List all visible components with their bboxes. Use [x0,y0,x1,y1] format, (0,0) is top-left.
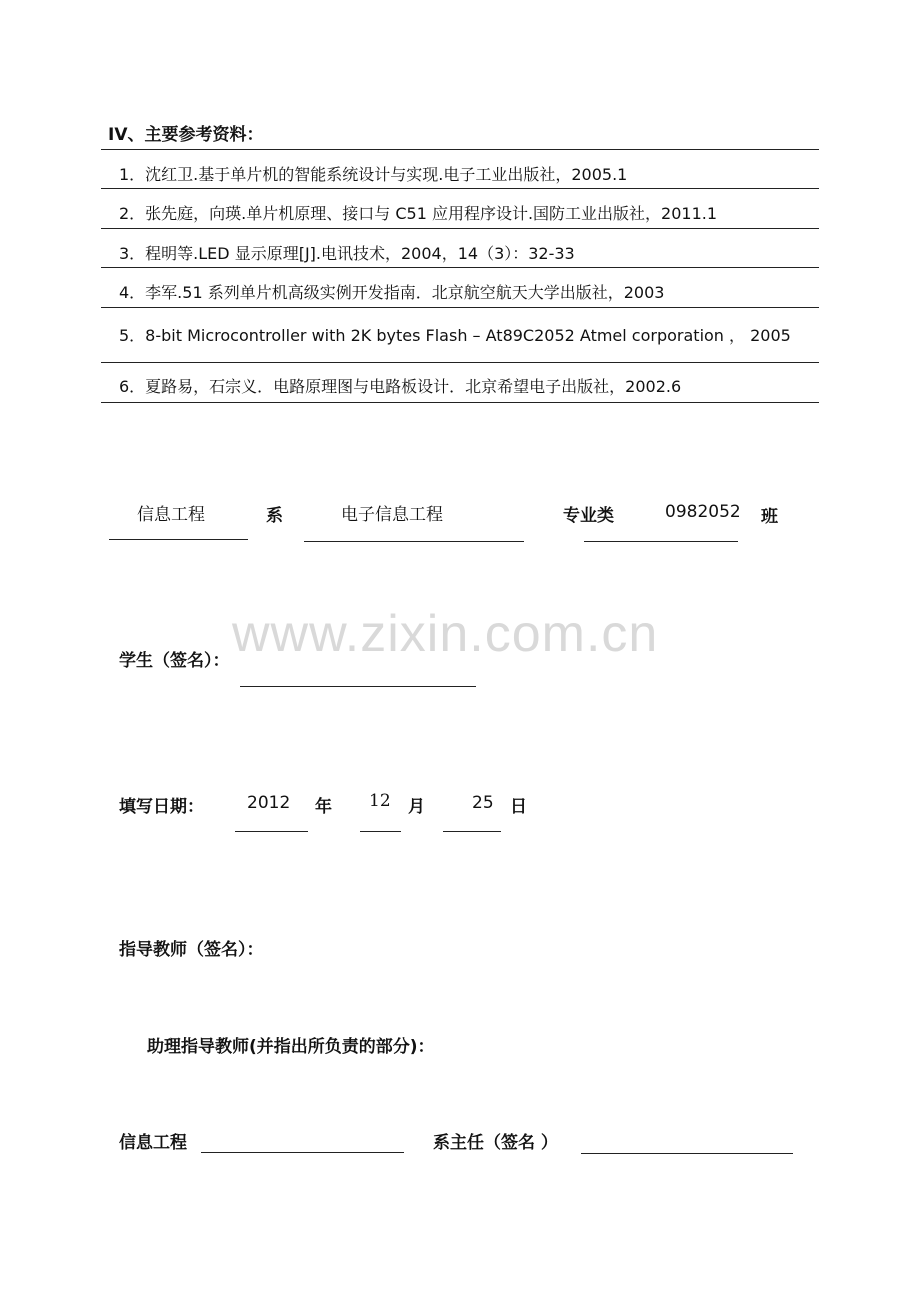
footer-department-label: 信息工程 [119,1133,187,1153]
watermark: www.zixin.com.cn [232,605,659,663]
department-suffix: 系 [266,506,283,526]
reference-text: 6．夏路易，石宗义．电路原理图与电路板设计．北京希望电子出版社，2002.6 [119,377,682,396]
date-year-underline [235,831,308,832]
reference-text: 5．8-bit Microcontroller with 2K bytes Flash – At89C2052 Atmel corporation ， 2005 [119,326,791,345]
class-suffix: 班 [761,507,778,527]
reference-item [101,188,819,228]
reference-text: 3．程明等.LED 显示原理[J].电讯技术，2004，14（3）：32-33 [119,244,575,263]
reference-item [101,362,819,402]
advisor-signature-label: 指导教师（签名）： [119,940,264,960]
date-year-unit: 年 [315,797,332,817]
date-month-unit: 月 [408,797,425,817]
major-underline [304,541,524,542]
reference-text: 2．张先庭，向瑛.单片机原理、接口与 C51 应用程序设计.国防工业出版社，2011.1 [119,204,718,223]
date-month-underline [360,831,401,832]
date-day-underline [443,831,501,832]
reference-item [101,307,819,362]
department-chair-signature-line[interactable] [581,1153,793,1154]
class-number-value: 0982052 [665,502,741,522]
reference-text: 1．沈红卫.基于单片机的智能系统设计与实现.电子工业出版社，2005.1 [119,165,628,184]
reference-item [101,267,819,307]
section-heading: IV、主要参考资料： [108,125,264,145]
date-label: 填写日期： [119,797,204,817]
date-year-value: 2012 [247,793,291,813]
date-month-value: 12 [369,791,391,811]
reference-text: 4．李军.51 系列单片机高级实例开发指南．北京航空航天大学出版社，2003 [119,283,665,302]
table-bottom-border [101,402,819,403]
class-number-underline [584,541,738,542]
assistant-advisor-label: 助理指导教师(并指出所负责的部分)： [147,1037,435,1057]
reference-item [101,149,819,188]
footer-department-line[interactable] [201,1152,404,1153]
department-underline [109,539,248,540]
student-signature-label: 学生（签名）： [119,651,230,671]
date-day-value: 25 [472,793,494,813]
department-chair-signature-label: 系主任（签名 ） [433,1133,558,1153]
major-value: 电子信息工程 [341,505,443,525]
major-suffix: 专业类 [563,506,614,526]
date-day-unit: 日 [510,797,527,817]
student-signature-line[interactable] [240,686,476,687]
reference-item [101,228,819,267]
department-value: 信息工程 [137,505,205,525]
